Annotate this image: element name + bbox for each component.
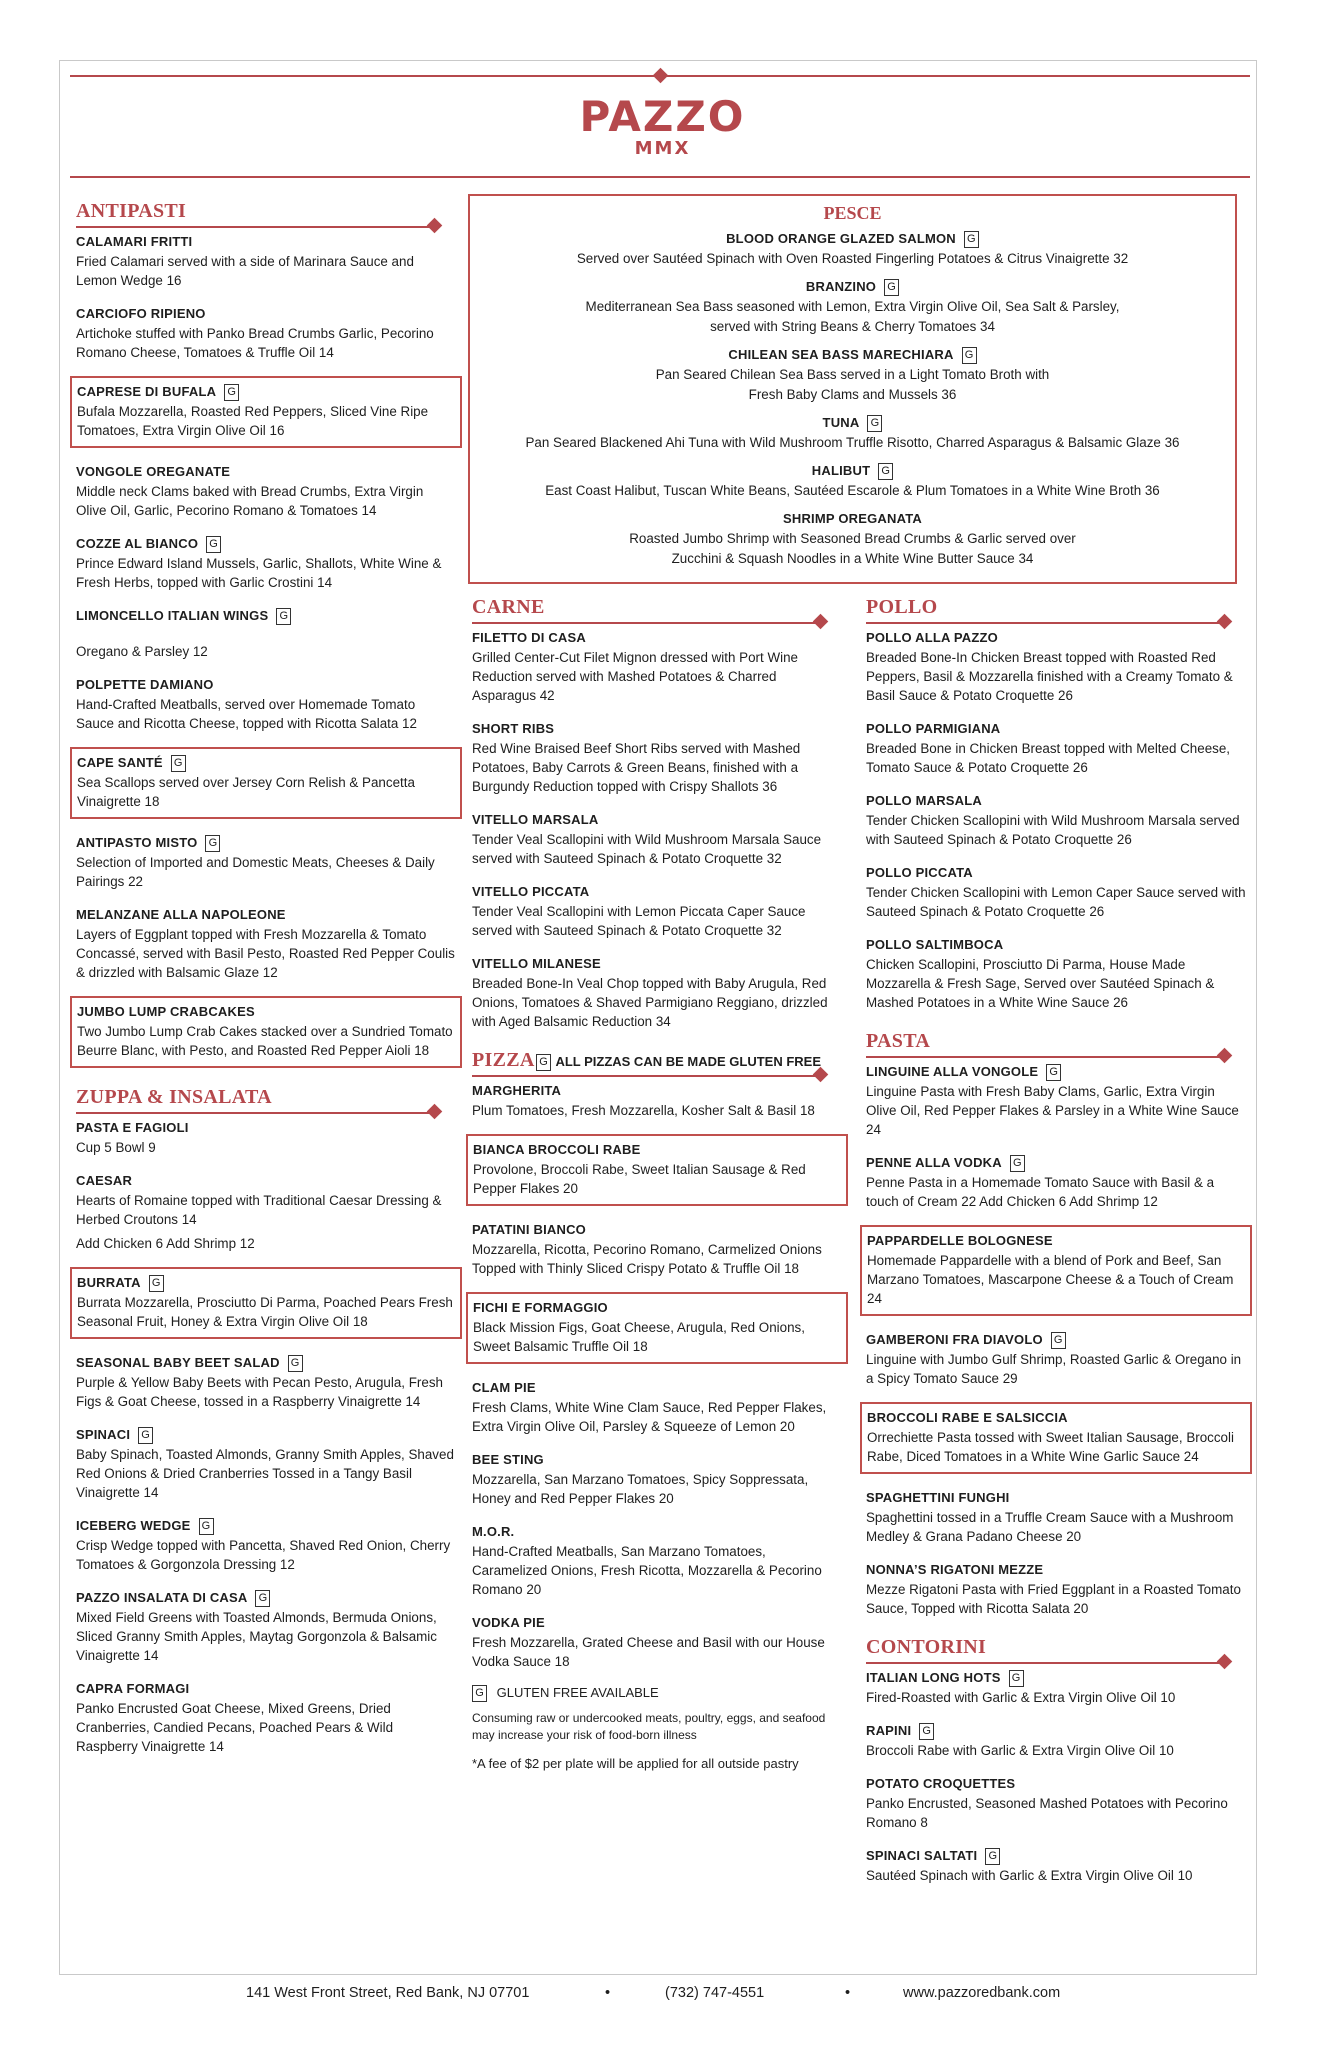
menu-item-name	[76, 1588, 456, 1608]
menu-item-title: POLLO PICCATA	[866, 865, 973, 880]
footer-bullet: •	[605, 1985, 611, 2001]
menu-item-name	[76, 1516, 456, 1536]
menu-item-name	[472, 1522, 842, 1542]
menu-item	[866, 1488, 1246, 1546]
section-title: PESCE	[823, 203, 882, 223]
menu-item-name	[76, 1679, 456, 1699]
menu-item-description-cont: Zucchini & Squash Noodles in a White Wine Butter Sauce 34	[671, 551, 1034, 566]
menu-item-description: Plum Tomatoes, Fresh Mozzarella, Kosher Salt & Basil 18	[472, 1103, 815, 1118]
menu-item-name	[866, 1668, 1246, 1688]
menu-item	[76, 304, 456, 362]
carne-list	[472, 628, 842, 1031]
menu-item-title: BURRATA	[77, 1275, 141, 1290]
menu-item-name	[472, 719, 842, 739]
section-contorini-header	[866, 1632, 1246, 1666]
footer-website[interactable]: www.pazzoredbank.com	[903, 1985, 1061, 2001]
menu-item-description: Panko Encrusted, Seasoned Mashed Potatoes with Pecorino Romano 8	[866, 1796, 1228, 1830]
menu-item-title: ICEBERG WEDGE	[76, 1518, 191, 1533]
menu-item-title: SPINACI SALTATI	[866, 1848, 978, 1863]
menu-item-name	[77, 1002, 455, 1022]
menu-item-description: Layers of Eggplant topped with Fresh Mozzarella & Tomato Concassé, served with Basil Pesto, Roasted Red Pepper Coulis & drizzled with Balsamic Glaze 12	[76, 927, 455, 980]
menu-item-title: ITALIAN LONG HOTS	[866, 1670, 1001, 1685]
menu-item-description: Fired-Roasted with Garlic & Extra Virgin Olive Oil 10	[866, 1690, 1176, 1705]
pollo-list	[866, 628, 1246, 1012]
section-diamond	[1217, 1048, 1233, 1064]
menu-item	[866, 791, 1246, 849]
menu-item-name	[470, 228, 1235, 249]
gluten-free-icon: G	[1051, 1332, 1066, 1349]
menu-item	[70, 747, 462, 819]
menu-item-title: CHILEAN SEA BASS MARECHIARA	[728, 347, 954, 362]
menu-item	[472, 1220, 842, 1278]
menu-item-name	[472, 1450, 842, 1470]
section-rule	[76, 1112, 434, 1114]
logo-sub: MMX	[634, 138, 691, 159]
menu-item-name	[866, 1721, 1246, 1741]
menu-item-name	[77, 1273, 455, 1293]
menu-item	[472, 719, 842, 796]
menu-item	[470, 412, 1235, 453]
menu-item-name	[472, 954, 842, 974]
menu-item-description: Roasted Jumbo Shrimp with Seasoned Bread Crumbs & Garlic served over	[629, 531, 1076, 546]
menu-item-description: Homemade Pappardelle with a blend of Pork and Beef, San Marzano Tomatoes, Mascarpone Cheese & a Touch of Cream 24	[867, 1253, 1234, 1306]
menu-item-name	[76, 675, 456, 695]
spacer	[76, 626, 456, 642]
pizza-list	[472, 1081, 842, 1671]
menu-item-description: Orrechiette Pasta tossed with Sweet Italian Sausage, Broccoli Rabe, Diced Tomatoes in a White Wine Garlic Sauce 24	[867, 1430, 1234, 1464]
menu-item-title: POLLO MARSALA	[866, 793, 982, 808]
menu-item-description: Chicken Scallopini, Prosciutto Di Parma, House Made Mozzarella & Fresh Sage, Served over Sautéed Spinach & Mashed Potatoes in a White Wine Sauce 26	[866, 957, 1215, 1010]
menu-item	[470, 508, 1235, 569]
menu-item-description: Tender Chicken Scallopini with Lemon Caper Sauce served with Sauteed Spinach & Potato Croquette 26	[866, 885, 1246, 919]
menu-item-description: Artichoke stuffed with Panko Bread Crumbs Garlic, Pecorino Romano Cheese, Tomatoes & Truffle Oil 14	[76, 326, 434, 360]
gluten-free-icon: G	[1010, 1155, 1025, 1172]
menu-item-description: Tender Veal Scallopini with Lemon Piccata Caper Sauce served with Sauteed Spinach & Potato Croquette 32	[472, 904, 806, 938]
menu-item-description: Tender Chicken Scallopini with Wild Mushroom Marsala served with Sauteed Spinach & Potato Croquette 26	[866, 813, 1240, 847]
section-pesce	[468, 194, 1237, 584]
menu-item-description: East Coast Halibut, Tuscan White Beans, Sautéed Escarole & Plum Tomatoes in a White Wine Broth 36	[545, 483, 1160, 498]
menu-item	[472, 1613, 842, 1671]
section-diamond	[1217, 1654, 1233, 1670]
section-pasta-header	[866, 1026, 1246, 1060]
section-rule	[472, 622, 820, 624]
menu-item	[470, 344, 1235, 405]
menu-item-title: POLPETTE DAMIANO	[76, 677, 214, 692]
menu-item-description: Fresh Clams, White Wine Clam Sauce, Red Pepper Flakes, Extra Virgin Olive Oil, Parsley & Squeeze of Lemon 20	[472, 1400, 827, 1434]
menu-item-description: Provolone, Broccoli Rabe, Sweet Italian Sausage & Red Pepper Flakes 20	[473, 1162, 806, 1196]
menu-item-name	[470, 460, 1235, 481]
menu-item-name	[77, 382, 455, 402]
menu-item	[866, 1330, 1246, 1388]
menu-item-name	[472, 1378, 842, 1398]
menu-item-name	[76, 1425, 456, 1445]
menu-item	[466, 1134, 848, 1206]
gluten-free-icon: G	[149, 1275, 164, 1292]
menu-item	[472, 1522, 842, 1599]
menu-item-description: Selection of Imported and Domestic Meats, Cheeses & Daily Pairings 22	[76, 855, 435, 889]
menu-item-description: Broccoli Rabe with Garlic & Extra Virgin Olive Oil 10	[866, 1743, 1174, 1758]
menu-item-title: PASTA E FAGIOLI	[76, 1120, 189, 1135]
menu-item-description-cont: served with String Beans & Cherry Tomatoes 34	[710, 319, 995, 334]
menu-item	[76, 675, 456, 733]
menu-item-description: Breaded Bone-In Chicken Breast topped with Roasted Red Peppers, Basil & Mozzarella finished with a Creamy Tomato & Basil Sauce & Potato Croquette 26	[866, 650, 1233, 703]
column-middle	[472, 592, 842, 1771]
section-zuppa-header	[76, 1082, 456, 1116]
footer-phone: (732) 747-4551	[665, 1985, 765, 2001]
menu-item-title: SEASONAL BABY BEET SALAD	[76, 1355, 280, 1370]
menu-item	[866, 719, 1246, 777]
pizza-note-text: ALL PIZZAS CAN BE MADE GLUTEN FREE	[555, 1054, 821, 1069]
section-carne-header	[472, 592, 842, 626]
logo-name: PAZZO	[579, 92, 746, 141]
section-title: CARNE	[472, 596, 545, 618]
gluten-free-icon: G	[472, 1685, 487, 1702]
menu-item	[866, 1668, 1246, 1707]
section-rule	[76, 226, 434, 228]
menu-item	[866, 1774, 1246, 1832]
menu-item-name	[77, 753, 455, 773]
menu-item-name	[472, 1220, 842, 1240]
menu-item	[472, 810, 842, 868]
menu-item-description: Sea Scallops served over Jersey Corn Relish & Pancetta Vinaigrette 18	[77, 775, 415, 809]
menu-item-description: Spaghettini tossed in a Truffle Cream Sauce with a Mushroom Medley & Grana Padano Cheese 20	[866, 1510, 1234, 1544]
menu-item-name	[76, 1118, 456, 1138]
menu-item-name	[866, 1330, 1246, 1350]
menu-item-description: Sautéed Spinach with Garlic & Extra Virgin Olive Oil 10	[866, 1868, 1193, 1883]
menu-item-description: Pan Seared Blackened Ahi Tuna with Wild Mushroom Truffle Risotto, Charred Asparagus & Balsamic Glaze 36	[525, 435, 1180, 450]
menu-item	[76, 1425, 456, 1502]
menu-item-title: FILETTO DI CASA	[472, 630, 586, 645]
gluten-free-icon: G	[138, 1427, 153, 1444]
pastry-fee-note: *A fee of $2 per plate will be applied for all outside pastry	[472, 1756, 799, 1771]
menu-item	[70, 376, 462, 448]
menu-item-name	[866, 1560, 1246, 1580]
section-diamond	[813, 614, 829, 630]
menu-item	[76, 905, 456, 982]
menu-item-title: VITELLO PICCATA	[472, 884, 590, 899]
menu-item	[76, 1171, 456, 1253]
menu-item-description: Penne Pasta in a Homemade Tomato Sauce with Basil & a touch of Cream 22 Add Chicken 6 Add Shrimp 12	[866, 1175, 1215, 1209]
menu-item	[472, 1450, 842, 1508]
section-pizza-header	[472, 1045, 842, 1079]
gluten-free-icon: G	[884, 279, 899, 296]
menu-item-title: COZZE AL BIANCO	[76, 536, 199, 551]
gluten-free-icon: G	[171, 755, 186, 772]
menu-item-title: BRANZINO	[805, 279, 877, 294]
menu-item-name	[472, 1613, 842, 1633]
menu-item	[76, 1679, 456, 1756]
menu-item-description: Mezze Rigatoni Pasta with Fried Eggplant in a Roasted Tomato Sauce, Topped with Ricotta Salata 20	[866, 1582, 1241, 1616]
menu-item-title: CAPRESE DI BUFALA	[77, 384, 217, 399]
menu-item-title: CLAM PIE	[472, 1380, 536, 1395]
menu-item-title: VODKA PIE	[472, 1615, 545, 1630]
menu-item-title: LINGUINE ALLA VONGOLE	[866, 1064, 1039, 1079]
menu-item-title: SPINACI	[76, 1427, 131, 1442]
menu-item-name	[76, 462, 456, 482]
gluten-free-icon: G	[206, 536, 221, 553]
gluten-free-icon: G	[878, 463, 893, 480]
footer-address: 141 West Front Street, Red Bank, NJ 07701	[246, 1985, 530, 2001]
menu-item-description: Mozzarella, San Marzano Tomatoes, Spicy Soppressata, Honey and Red Pepper Flakes 20	[472, 1472, 809, 1506]
menu-item-description: Prince Edward Island Mussels, Garlic, Shallots, White Wine & Fresh Herbs, topped with Garlic Crostini 14	[76, 556, 442, 590]
menu-item	[860, 1402, 1252, 1474]
menu-item-title: PENNE ALLA VODKA	[866, 1155, 1002, 1170]
section-title: ZUPPA & INSALATA	[76, 1086, 272, 1108]
menu-item-title: POLLO ALLA PAZZO	[866, 630, 998, 645]
menu-item	[472, 1081, 842, 1120]
menu-item-name	[76, 1353, 456, 1373]
restaurant-logo	[0, 92, 1325, 159]
menu-item-title: RAPINI	[866, 1723, 912, 1738]
contorini-list	[866, 1668, 1246, 1885]
section-title: PIZZA	[472, 1049, 535, 1071]
menu-item-name	[866, 863, 1246, 883]
menu-item-title: LIMONCELLO ITALIAN WINGS	[76, 608, 269, 623]
menu-item-description: Breaded Bone in Chicken Breast topped with Melted Cheese, Tomato Sauce & Potato Croquette 26	[866, 741, 1230, 775]
gluten-free-icon: G	[276, 608, 291, 625]
menu-item-name	[470, 412, 1235, 433]
section-diamond	[427, 1104, 443, 1120]
menu-item-name	[472, 1081, 842, 1101]
menu-item-title: MARGHERITA	[472, 1083, 562, 1098]
menu-item-description: Hand-Crafted Meatballs, San Marzano Tomatoes, Caramelized Onions, Fresh Ricotta, Mozzarella & Pecorino Romano 20	[472, 1544, 822, 1597]
column-right	[866, 592, 1246, 1899]
gluten-free-legend-text: GLUTEN FREE AVAILABLE	[496, 1685, 659, 1700]
section-diamond	[1217, 614, 1233, 630]
menu-item-title: M.O.R.	[472, 1524, 515, 1539]
menu-item-title: CAPE SANTÉ	[77, 755, 163, 770]
menu-item-title: HALIBUT	[811, 463, 871, 478]
menu-item	[76, 1118, 456, 1157]
menu-item	[866, 863, 1246, 921]
menu-item-description: Mediterranean Sea Bass seasoned with Lemon, Extra Virgin Olive Oil, Sea Salt & Parsley,	[585, 299, 1120, 314]
menu-item-title: VITELLO MARSALA	[472, 812, 599, 827]
menu-item	[76, 1588, 456, 1665]
menu-item-description: Crisp Wedge topped with Pancetta, Shaved Red Onion, Cherry Tomatoes & Gorgonzola Dressing 12	[76, 1538, 451, 1572]
menu-item-title: CAPRA FORMAGI	[76, 1681, 190, 1696]
menu-item-description: Linguine Pasta with Fresh Baby Clams, Garlic, Extra Virgin Olive Oil, Red Pepper Flakes & Parsley in a White Wine Sauce 24	[866, 1084, 1239, 1137]
menu-item-name	[866, 1774, 1246, 1794]
section-rule	[866, 1662, 1224, 1664]
menu-item	[866, 935, 1246, 1012]
menu-item	[70, 1267, 462, 1339]
gluten-free-icon: G	[288, 1355, 303, 1372]
gluten-free-icon: G	[919, 1723, 934, 1740]
menu-item	[470, 276, 1235, 337]
menu-item	[466, 1292, 848, 1364]
section-antipasti-header	[76, 196, 456, 230]
menu-item-description: Two Jumbo Lump Crab Cakes stacked over a Sundried Tomato Beurre Blanc, with Pesto, and Roasted Red Pepper Aioli 18	[77, 1024, 453, 1058]
menu-item-name	[470, 276, 1235, 297]
pizza-gf-note	[536, 1053, 821, 1071]
menu-item-name	[472, 882, 842, 902]
menu-item-name	[472, 628, 842, 648]
menu-item-title: VITELLO MILANESE	[472, 956, 601, 971]
menu-item	[472, 628, 842, 705]
gluten-free-icon: G	[1046, 1064, 1061, 1081]
section-rule	[472, 1075, 820, 1077]
menu-item-title: TUNA	[822, 415, 860, 430]
menu-item-title: CARCIOFO RIPIENO	[76, 306, 206, 321]
menu-item-title: FICHI E FORMAGGIO	[473, 1300, 608, 1315]
menu-item-title: SHRIMP OREGANATA	[783, 511, 922, 526]
gluten-free-icon: G	[536, 1054, 551, 1071]
menu-item-description: Tender Veal Scallopini with Wild Mushroom Marsala Sauce served with Sauteed Spinach & Potato Croquette 32	[472, 832, 822, 866]
menu-item-title: MELANZANE ALLA NAPOLEONE	[76, 907, 286, 922]
menu-item-name	[470, 508, 1235, 529]
menu-item-description: Middle neck Clams baked with Bread Crumbs, Extra Virgin Olive Oil, Garlic, Pecorino Romano & Tomatoes 14	[76, 484, 424, 518]
menu-item-description: Fresh Mozzarella, Grated Cheese and Basil with our House Vodka Sauce 18	[472, 1635, 825, 1669]
menu-item	[472, 954, 842, 1031]
zuppa-list	[76, 1118, 456, 1756]
menu-item-name	[76, 606, 456, 626]
menu-item-description: Black Mission Figs, Goat Cheese, Arugula, Red Onions, Sweet Balsamic Truffle Oil 18	[473, 1320, 805, 1354]
menu-item-name	[76, 304, 456, 324]
menu-item	[866, 1560, 1246, 1618]
pesce-list	[470, 228, 1235, 569]
menu-item-description: Bufala Mozzarella, Roasted Red Peppers, Sliced Vine Ripe Tomatoes, Extra Virgin Olive Oil 16	[77, 404, 429, 438]
gluten-free-icon: G	[964, 231, 979, 248]
menu-item	[76, 1516, 456, 1574]
menu-item	[472, 1378, 842, 1436]
menu-item	[866, 1846, 1246, 1885]
menu-item	[76, 1353, 456, 1411]
menu-item-name	[470, 344, 1235, 365]
menu-item	[470, 228, 1235, 269]
menu-item-title: PAPPARDELLE BOLOGNESE	[867, 1233, 1053, 1248]
gluten-free-icon: G	[255, 1590, 270, 1607]
menu-item	[76, 534, 456, 592]
menu-item-description: Red Wine Braised Beef Short Ribs served with Mashed Potatoes, Baby Carrots & Green Beans, finished with a Burgundy Reduction topped with Crispy Shallots 36	[472, 741, 801, 794]
gluten-free-icon: G	[224, 384, 239, 401]
menu-item-name	[473, 1140, 841, 1160]
menu-item-title: ANTIPASTO MISTO	[76, 835, 198, 850]
menu-item-name	[866, 1846, 1246, 1866]
menu-item-title: GAMBERONI FRA DIAVOLO	[866, 1332, 1043, 1347]
menu-item	[472, 882, 842, 940]
menu-item-name	[867, 1231, 1245, 1251]
menu-item-title: PAZZO INSALATA DI CASA	[76, 1590, 248, 1605]
menu-item	[76, 462, 456, 520]
menu-item-name	[866, 1062, 1246, 1082]
header-rule	[70, 176, 1250, 178]
menu-item	[70, 996, 462, 1068]
menu-item-description: Fried Calamari served with a side of Marinara Sauce and Lemon Wedge 16	[76, 254, 414, 288]
menu-item	[76, 232, 456, 290]
menu-item-name	[866, 791, 1246, 811]
menu-item-title: BIANCA BROCCOLI RABE	[473, 1142, 641, 1157]
menu-item-title: JUMBO LUMP CRABCAKES	[77, 1004, 255, 1019]
menu-item-name	[866, 628, 1246, 648]
menu-item-title: POLLO PARMIGIANA	[866, 721, 1001, 736]
section-title: CONTORINI	[866, 1636, 987, 1658]
menu-item-title: BLOOD ORANGE GLAZED SALMON	[726, 231, 956, 246]
menu-item	[866, 1153, 1246, 1211]
antipasti-list	[76, 232, 456, 1068]
menu-item-name	[76, 833, 456, 853]
gluten-free-legend	[472, 1685, 842, 1702]
menu-item-name	[76, 232, 456, 252]
menu-item	[76, 833, 456, 891]
menu-item-description-cont: Fresh Baby Clams and Mussels 36	[748, 387, 957, 402]
menu-item-description: Hearts of Romaine topped with Traditional Caesar Dressing & Herbed Croutons 14	[76, 1193, 442, 1227]
section-title: POLLO	[866, 596, 938, 618]
gluten-free-icon: G	[867, 415, 882, 432]
menu-item-name	[866, 719, 1246, 739]
menu-item-title: POLLO SALTIMBOCA	[866, 937, 1004, 952]
menu-item-description: Served over Sautéed Spinach with Oven Roasted Fingerling Potatoes & Citrus Vinaigrette 32	[576, 251, 1129, 266]
section-title: ANTIPASTI	[76, 200, 187, 222]
section-rule	[866, 622, 1224, 624]
pasta-list	[866, 1062, 1246, 1618]
menu-item-description: Pan Seared Chilean Sea Bass served in a Light Tomato Broth with	[655, 367, 1050, 382]
menu-item-description: Burrata Mozzarella, Prosciutto Di Parma, Poached Pears Fresh Seasonal Fruit, Honey & Extra Virgin Olive Oil 18	[77, 1295, 453, 1329]
gluten-free-icon: G	[199, 1518, 214, 1535]
section-diamond	[427, 218, 443, 234]
menu-item-title: NONNA’S RIGATONI MEZZE	[866, 1562, 1044, 1577]
menu-item-name	[76, 534, 456, 554]
menu-item	[866, 1721, 1246, 1760]
menu-item-description: Purple & Yellow Baby Beets with Pecan Pesto, Arugula, Fresh Figs & Goat Cheese, tossed in a Raspberry Vinaigrette 14	[76, 1375, 443, 1409]
menu-item-description: Grilled Center-Cut Filet Mignon dressed with Port Wine Reduction served with Mashed Potatoes & Charred Asparagus 42	[472, 650, 798, 703]
menu-item-description: Mozzarella, Ricotta, Pecorino Romano, Carmelized Onions Topped with Thinly Sliced Crispy Potato & Truffle Oil 18	[472, 1242, 822, 1276]
menu-item-title: BROCCOLI RABE E SALSICCIA	[867, 1410, 1068, 1425]
gluten-free-icon: G	[985, 1848, 1000, 1865]
menu-item-description: Panko Encrusted Goat Cheese, Mixed Greens, Dried Cranberries, Candied Pecans, Poached Pears & Wild Raspberry Vinaigrette 14	[76, 1701, 394, 1754]
menu-item-title: CALAMARI FRITTI	[76, 234, 193, 249]
menu-item-title: SHORT RIBS	[472, 721, 555, 736]
column-left	[76, 196, 456, 1770]
menu-item-title: POTATO CROQUETTES	[866, 1776, 1016, 1791]
footer-bullet: •	[845, 1985, 851, 2001]
menu-item-description: Baby Spinach, Toasted Almonds, Granny Smith Apples, Shaved Red Onions & Dried Cranberries Tossed in a Tangy Basil Vinaigrette 14	[76, 1447, 454, 1500]
menu-item-name	[76, 905, 456, 925]
menu-item-title: VONGOLE OREGANATE	[76, 464, 231, 479]
menu-item	[470, 460, 1235, 501]
menu-item-description: Linguine with Jumbo Gulf Shrimp, Roasted Garlic & Oregano in a Spicy Tomato Sauce 29	[866, 1352, 1242, 1386]
section-title: PASTA	[866, 1030, 931, 1052]
menu-item	[76, 606, 456, 661]
menu-item-name	[866, 935, 1246, 955]
menu-item	[866, 1062, 1246, 1139]
menu-item-title: PATATINI BIANCO	[472, 1222, 586, 1237]
section-pollo-header	[866, 592, 1246, 626]
menu-item-name	[473, 1298, 841, 1318]
menu-item-description: Breaded Bone-In Veal Chop topped with Baby Arugula, Red Onions, Tomatoes & Shaved Parmigiano Reggiano, drizzled with Aged Balsamic Reduction 34	[472, 976, 828, 1029]
menu-item-title: CAESAR	[76, 1173, 133, 1188]
gluten-free-icon: G	[205, 835, 220, 852]
menu-item-name	[472, 810, 842, 830]
menu-item-description: Oregano & Parsley 12	[76, 644, 208, 659]
menu-item	[866, 628, 1246, 705]
menu-item-title: SPAGHETTINI FUNGHI	[866, 1490, 1010, 1505]
section-rule	[866, 1056, 1224, 1058]
menu-item-name	[866, 1153, 1246, 1173]
menu-item-title: BEE STING	[472, 1452, 544, 1467]
menu-item-description: Hand-Crafted Meatballs, served over Homemade Tomato Sauce and Ricotta Cheese, topped with Ricotta Salata 12	[76, 697, 417, 731]
gluten-free-icon: G	[1009, 1670, 1024, 1687]
gluten-free-icon: G	[962, 347, 977, 364]
menu-item-name	[76, 1171, 456, 1191]
menu-item-name	[866, 1488, 1246, 1508]
menu-item-name	[867, 1408, 1245, 1428]
menu-item	[860, 1225, 1252, 1316]
menu-item-description: Mixed Field Greens with Toasted Almonds, Bermuda Onions, Sliced Granny Smith Apples, Maytag Gorgonzola & Balsamic Vinaigrette 14	[76, 1610, 437, 1663]
menu-item-addons: Add Chicken 6 Add Shrimp 12	[76, 1236, 255, 1251]
consumer-warning: Consuming raw or undercooked meats, poultry, eggs, and seafood may increase your risk of food-born illness	[472, 1711, 826, 1742]
menu-item-description: Cup 5 Bowl 9	[76, 1140, 156, 1155]
